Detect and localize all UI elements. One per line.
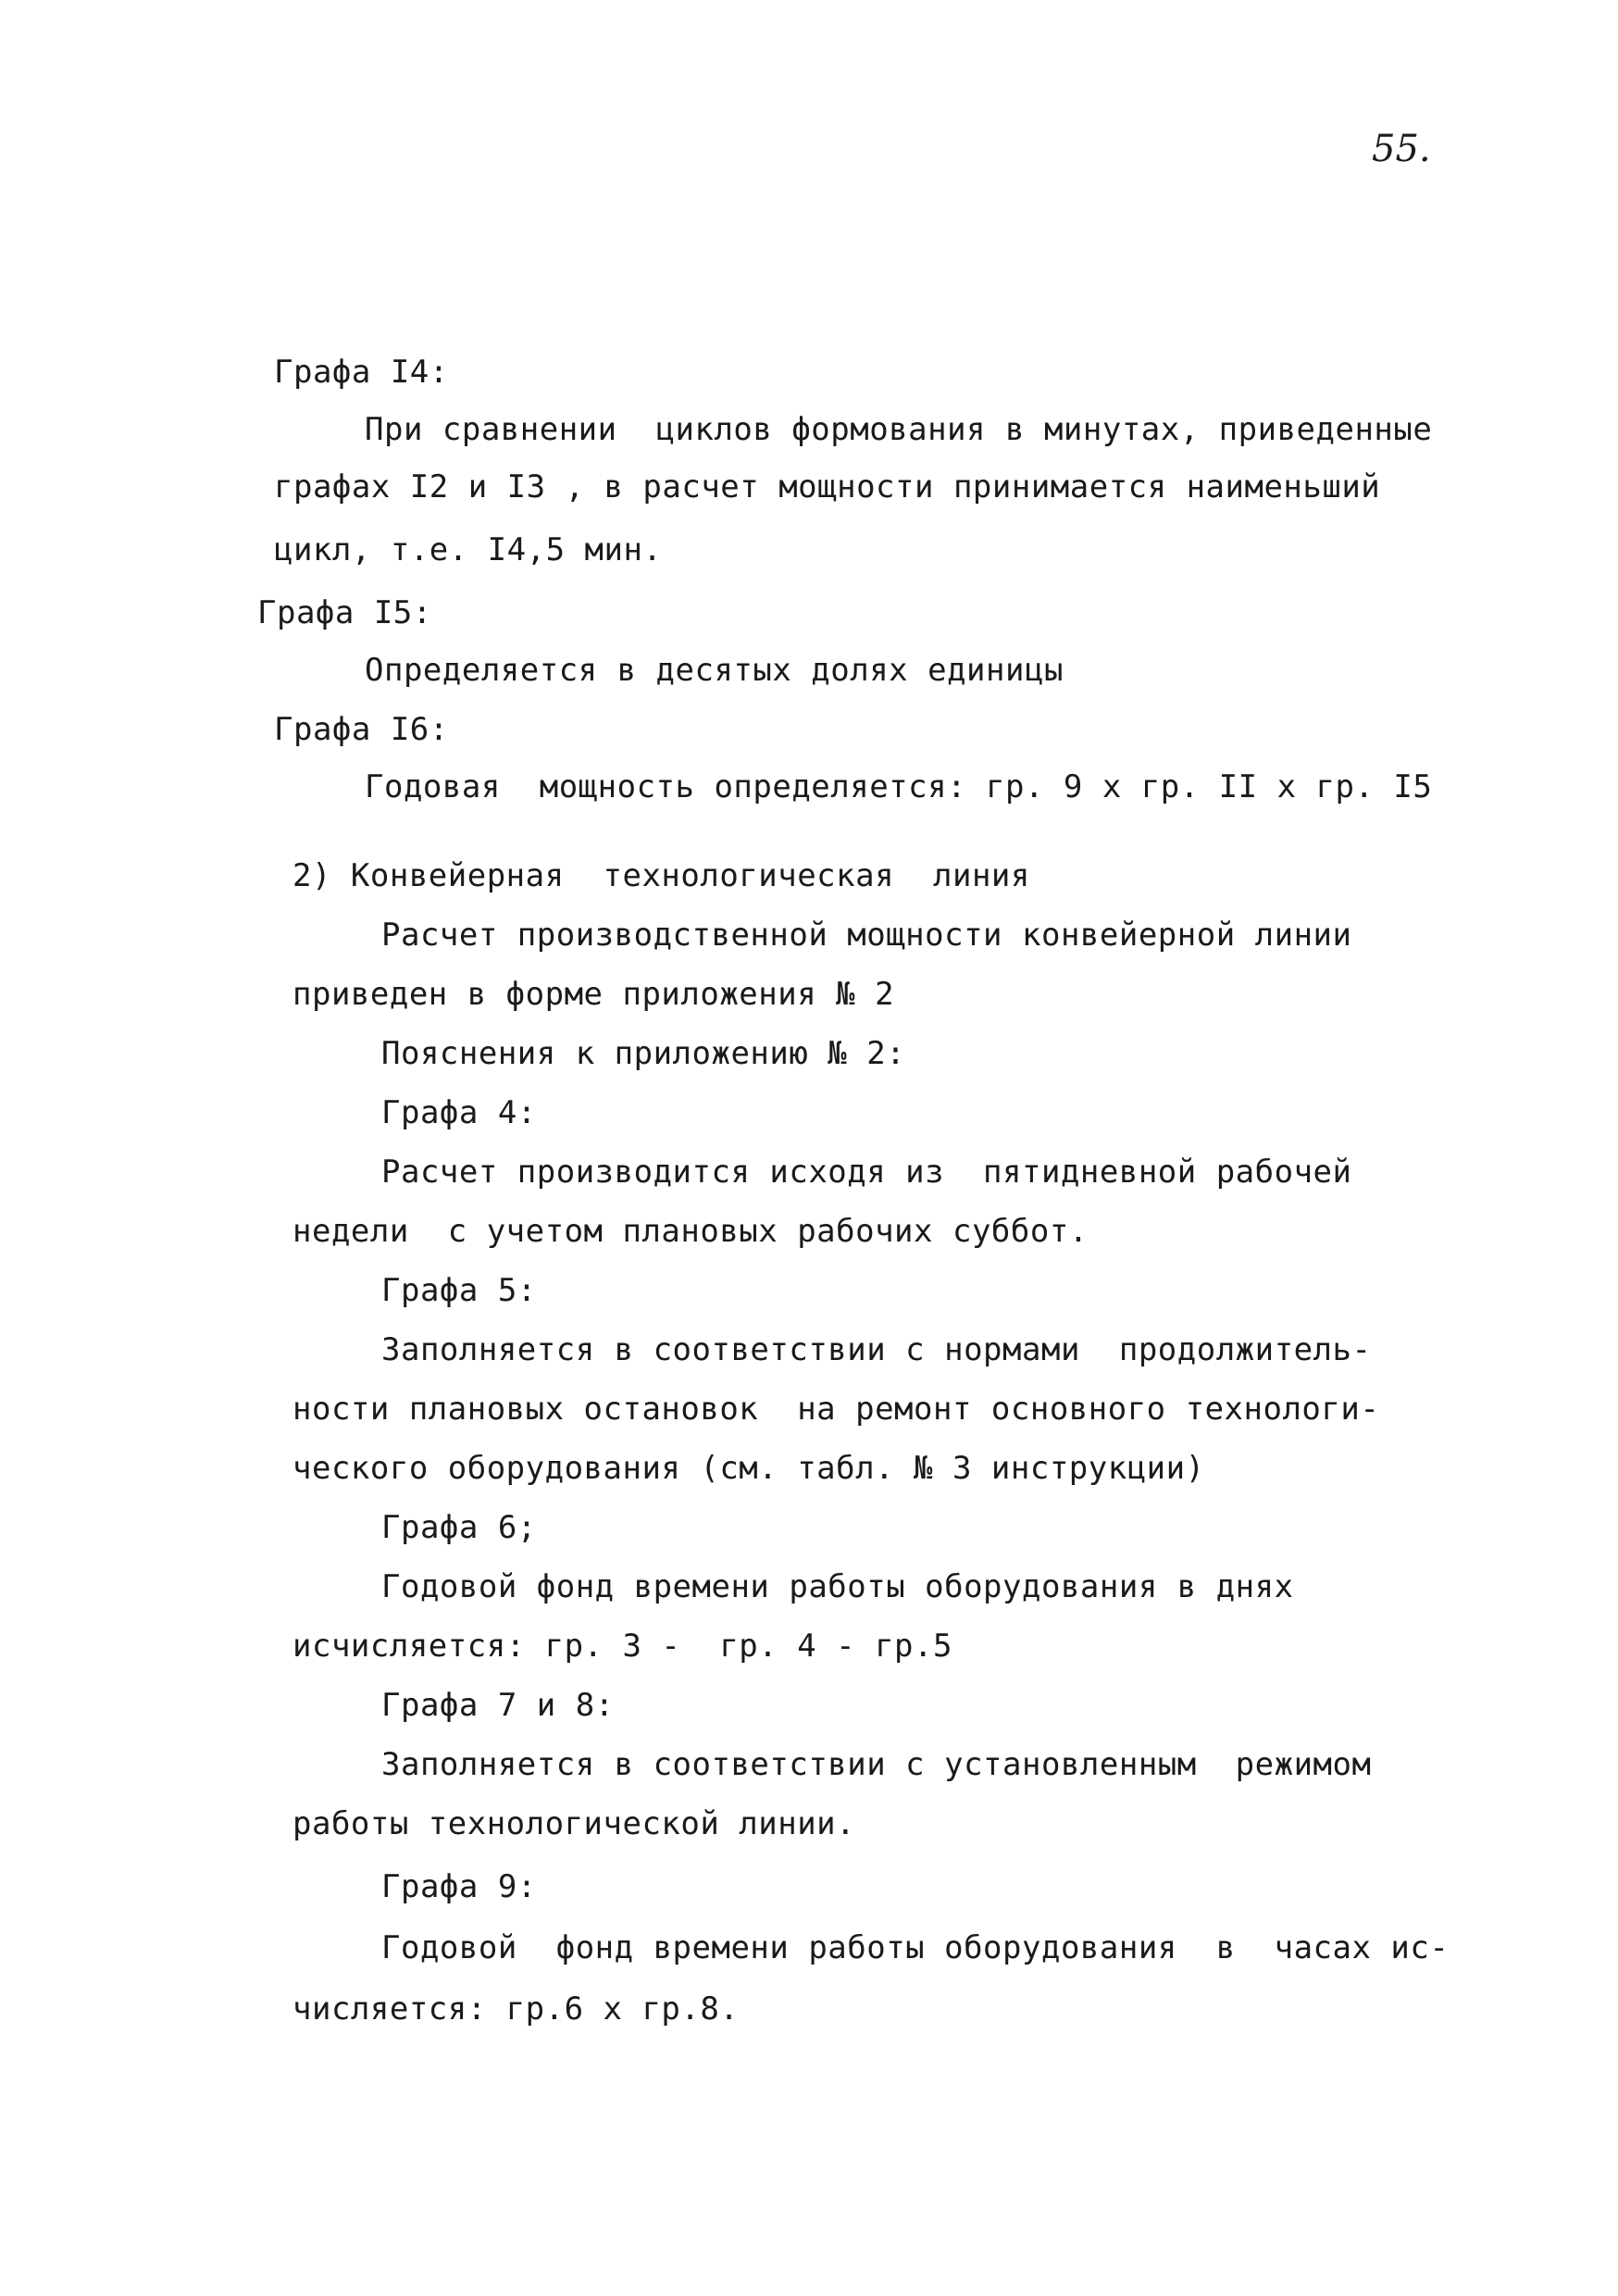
heading-grafa-6: Графа 6; xyxy=(381,1509,537,1546)
text-line: числяется: гр.6 х гр.8. xyxy=(292,1990,740,2028)
text-line: Годовая мощность определяется: гр. 9 х гр. II х гр. I5 xyxy=(365,768,1433,805)
section-heading: 2) Конвейерная технологическая линия xyxy=(292,857,1030,894)
page-number: 55. xyxy=(1372,128,1431,170)
text-line: Расчет производится исходя из пятидневной рабочей xyxy=(381,1154,1352,1191)
text-line: графах I2 и I3 , в расчет мощности принимается наименьший xyxy=(274,468,1381,505)
heading-grafa-9: Графа 9: xyxy=(381,1868,537,1905)
heading-grafa-5: Графа 5: xyxy=(381,1272,537,1309)
text-line: Пояснения к приложению № 2: xyxy=(381,1035,906,1072)
text-line: При сравнении циклов формования в минутах, приведенные xyxy=(365,411,1433,448)
text-line: приведен в форме приложения № 2 xyxy=(292,976,895,1013)
text-line: Годовой фонд времени работы оборудования в часах ис- xyxy=(381,1929,1450,1966)
text-line: ности плановых остановок на ремонт основного технологи- xyxy=(292,1391,1380,1428)
text-line: Годовой фонд времени работы оборудования в днях xyxy=(381,1568,1294,1605)
heading-grafa-16: Графа I6: xyxy=(274,711,449,748)
text-line: работы технологической линии. xyxy=(292,1805,856,1842)
text-line: Заполняется в соответствии с нормами продолжитель- xyxy=(381,1331,1372,1368)
heading-grafa-14: Графа I4: xyxy=(274,354,449,391)
text-line: ческого оборудования (см. табл. № 3 инструкции) xyxy=(292,1450,1205,1487)
heading-grafa-7-8: Графа 7 и 8: xyxy=(381,1687,615,1724)
text-line: Заполняется в соответствии с установленным режимом xyxy=(381,1746,1372,1783)
text-line: недели с учетом плановых рабочих суббот. xyxy=(292,1213,1089,1250)
text-line: исчисляется: гр. 3 - гр. 4 - гр.5 xyxy=(292,1628,952,1665)
heading-grafa-4: Графа 4: xyxy=(381,1094,537,1131)
text-line: Расчет производственной мощности конвейерной линии xyxy=(381,917,1352,954)
text-line: Определяется в десятых долях единицы xyxy=(365,652,1064,689)
text-line: цикл, т.е. I4,5 мин. xyxy=(274,531,663,568)
heading-grafa-15: Графа I5: xyxy=(257,594,432,631)
